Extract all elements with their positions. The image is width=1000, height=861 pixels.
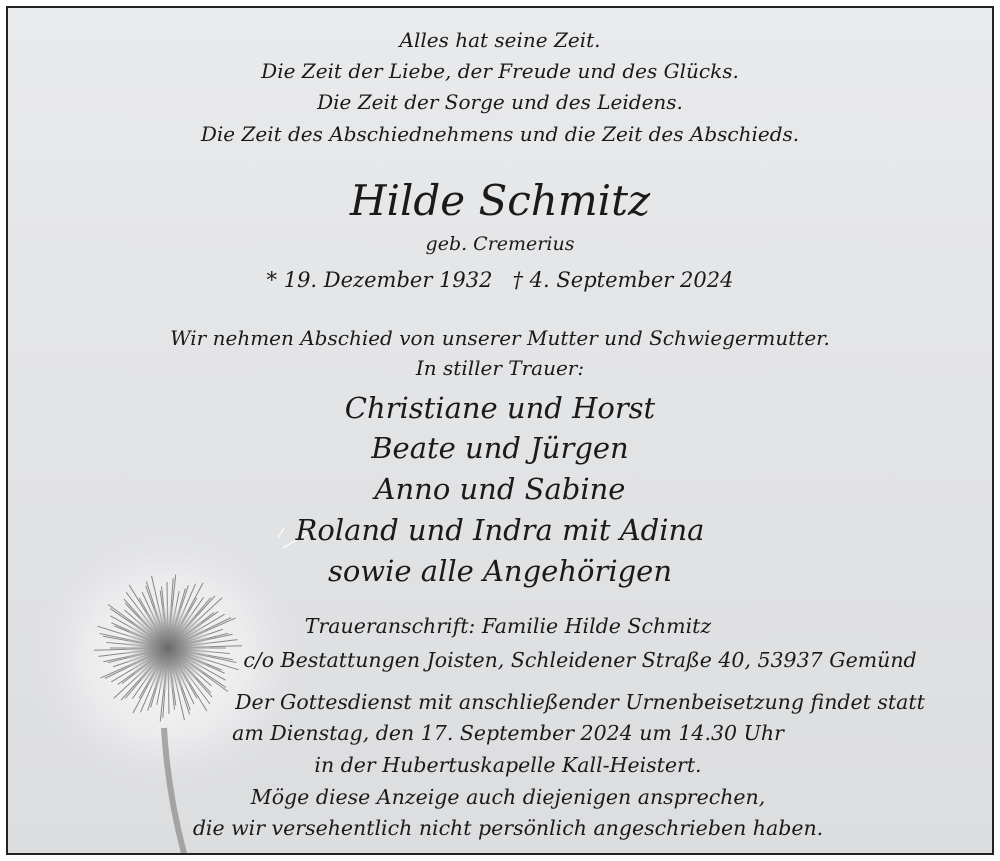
poem-line-2: Die Zeit der Liebe, der Freude und des Glücks. (261, 59, 739, 83)
poem-line-1: Alles hat seine Zeit. (399, 28, 601, 52)
birth-name: geb. Cremerius (425, 233, 575, 255)
obituary-notice (6, 6, 994, 855)
mourning-label: In stiller Trauer: (415, 356, 585, 380)
poem-line-4: Die Zeit des Abschiednehmens und die Zeit des Abschieds. (200, 122, 800, 146)
mourner-4: Roland und Indra mit Adina (295, 513, 705, 547)
service-line-5: die wir versehentlich nicht persönlich angeschrieben haben. (192, 816, 824, 840)
service-line-2: am Dienstag, den 17. September 2024 um 14.30 Uhr (232, 721, 784, 745)
deceased-name: Hilde Schmitz (349, 176, 651, 225)
poem-line-3: Die Zeit der Sorge und des Leidens. (317, 90, 683, 114)
farewell-text: Wir nehmen Abschied von unserer Mutter und Schwiegermutter. (170, 326, 830, 350)
service-line-4: Möge diese Anzeige auch diejenigen ansprechen, (250, 785, 766, 809)
service-line-1: Der Gottesdienst mit anschließender Urnenbeisetzung findet statt (235, 690, 925, 714)
service-line-3: in der Hubertuskapelle Kall-Heistert. (314, 753, 702, 777)
mourner-2: Beate und Jürgen (371, 431, 629, 465)
mourner-3: Anno und Sabine (374, 472, 626, 506)
address-line-2: c/o Bestattungen Joisten, Schleidener Straße 40, 53937 Gemünd (243, 648, 917, 672)
address-line-1: Traueranschrift: Familie Hilde Schmitz (304, 614, 712, 638)
mourner-1: Christiane und Horst (344, 391, 656, 425)
mourner-5: sowie alle Angehörigen (327, 554, 673, 588)
life-dates: * 19. Dezember 1932 † 4. September 2024 (266, 268, 734, 292)
